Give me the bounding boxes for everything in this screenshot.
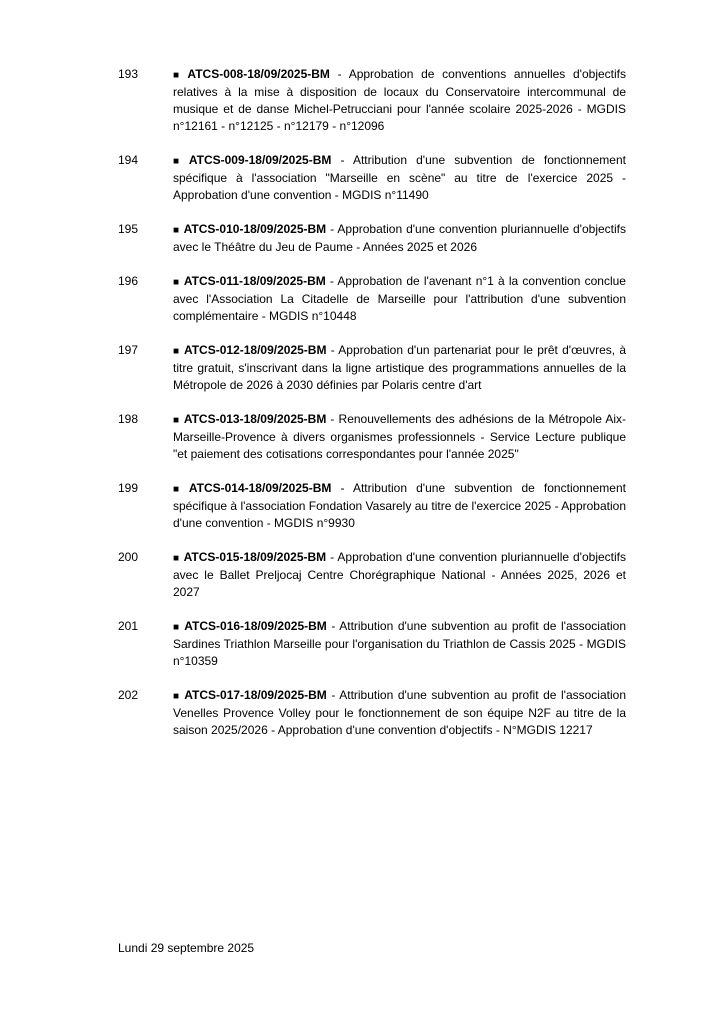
- item-description: - Approbation de conventions annuelles d'objectifs relatives à la mise à disposition de locaux du Conservatoire intercommunal de musique et de danse Michel-Petrucciani pour l'année scolaire 2025-2026 - MGDIS n°12161 - n°12125 - n°12179 - n°12096: [173, 67, 626, 133]
- item-description: - Attribution d'une subvention de fonctionnement spécifique à l'association "Marseille en scène" au titre de l'exercice 2025 - Approbation d'une convention - MGDIS n°11490: [173, 153, 626, 202]
- item-text: [173, 221, 626, 256]
- agenda-item: [118, 152, 626, 204]
- agenda-item: [118, 411, 626, 463]
- item-number: 201: [118, 619, 139, 633]
- item-reference: ATCS-009-18/09/2025-BM: [188, 153, 332, 167]
- bullet-square-icon: ■: [173, 484, 185, 495]
- agenda-item: [118, 480, 626, 532]
- agenda-item: [118, 342, 626, 394]
- agenda-item: [118, 549, 626, 601]
- item-description: - Attribution d'une subvention au profit de l'association Venelles Provence Volley pour le fonctionnement de son équipe N2F au titre de la saison 2025/2026 - Approbation d'une convention d'objectifs - N°MGDIS 12217: [173, 688, 626, 737]
- bullet-square-icon: ■: [173, 70, 184, 81]
- page-footer-date: Lundi 29 septembre 2025: [118, 941, 255, 955]
- item-number: 200: [118, 550, 139, 564]
- item-text: [173, 549, 626, 601]
- item-description: - Approbation de l'avenant n°1 à la convention conclue avec l'Association La Citadelle de Marseille pour l'attribution d'une subvention complémentaire - MGDIS n°10448: [173, 274, 626, 323]
- bullet-square-icon: ■: [173, 277, 180, 288]
- item-reference: ATCS-010-18/09/2025-BM: [183, 222, 327, 236]
- item-number: 195: [118, 222, 139, 236]
- item-text: [173, 273, 626, 325]
- item-number: 202: [118, 688, 139, 702]
- bullet-square-icon: ■: [173, 691, 181, 702]
- item-number: 199: [118, 481, 139, 495]
- agenda-item: [118, 687, 626, 739]
- agenda-list: [118, 66, 626, 756]
- agenda-item: [118, 273, 626, 325]
- bullet-square-icon: ■: [173, 415, 180, 426]
- item-number: 198: [118, 412, 139, 426]
- bullet-square-icon: ■: [173, 622, 181, 633]
- item-reference: ATCS-013-18/09/2025-BM: [183, 412, 327, 426]
- item-description: - Attribution d'une subvention de fonctionnement spécifique à l'association Fondation Vasarely au titre de l'exercice 2025 - Approbation d'une convention - MGDIS n°9930: [173, 481, 626, 530]
- item-reference: ATCS-012-18/09/2025-BM: [183, 343, 327, 357]
- item-description: - Approbation d'un partenariat pour le prêt d'œuvres, à titre gratuit, s'inscrivant dans la ligne artistique des programmations annuelles de la Métropole de 2026 à 2030 définies par Polaris centre d'art: [173, 343, 626, 392]
- item-reference: ATCS-017-18/09/2025-BM: [184, 688, 327, 702]
- item-text: [173, 687, 626, 739]
- item-text: [173, 618, 626, 670]
- item-description: - Renouvellements des adhésions de la Métropole Aix-Marseille-Provence à divers organismes professionnels - Service Lecture publique "et paiement des cotisations correspondantes pour l'année 2025": [173, 412, 626, 461]
- item-reference: ATCS-008-18/09/2025-BM: [187, 67, 330, 81]
- item-text: [173, 480, 626, 532]
- agenda-item: [118, 221, 626, 256]
- item-reference: ATCS-014-18/09/2025-BM: [188, 481, 332, 495]
- item-text: [173, 342, 626, 394]
- item-text: [173, 66, 626, 135]
- item-reference: ATCS-011-18/09/2025-BM: [183, 274, 326, 288]
- item-text: [173, 411, 626, 463]
- agenda-item: [118, 618, 626, 670]
- item-number: 196: [118, 274, 139, 288]
- item-description: - Approbation d'une convention pluriannuelle d'objectifs avec le Théâtre du Jeu de Paume - Années 2025 et 2026: [173, 222, 626, 254]
- item-number: 194: [118, 153, 139, 167]
- item-number: 193: [118, 67, 139, 81]
- bullet-square-icon: ■: [173, 156, 185, 167]
- item-text: [173, 152, 626, 204]
- agenda-item: [118, 66, 626, 135]
- item-description: - Approbation d'une convention pluriannuelle d'objectifs avec le Ballet Preljocaj Centre Chorégraphique National - Années 2025, 2026 et 2027: [173, 550, 626, 599]
- bullet-square-icon: ■: [173, 346, 180, 357]
- bullet-square-icon: ■: [173, 553, 180, 564]
- item-reference: ATCS-016-18/09/2025-BM: [184, 619, 327, 633]
- item-reference: ATCS-015-18/09/2025-BM: [183, 550, 327, 564]
- item-description: - Attribution d'une subvention au profit de l'association Sardines Triathlon Marseille pour l'organisation du Triathlon de Cassis 2025 - MGDIS n°10359: [173, 619, 626, 668]
- item-number: 197: [118, 343, 139, 357]
- bullet-square-icon: ■: [173, 225, 180, 236]
